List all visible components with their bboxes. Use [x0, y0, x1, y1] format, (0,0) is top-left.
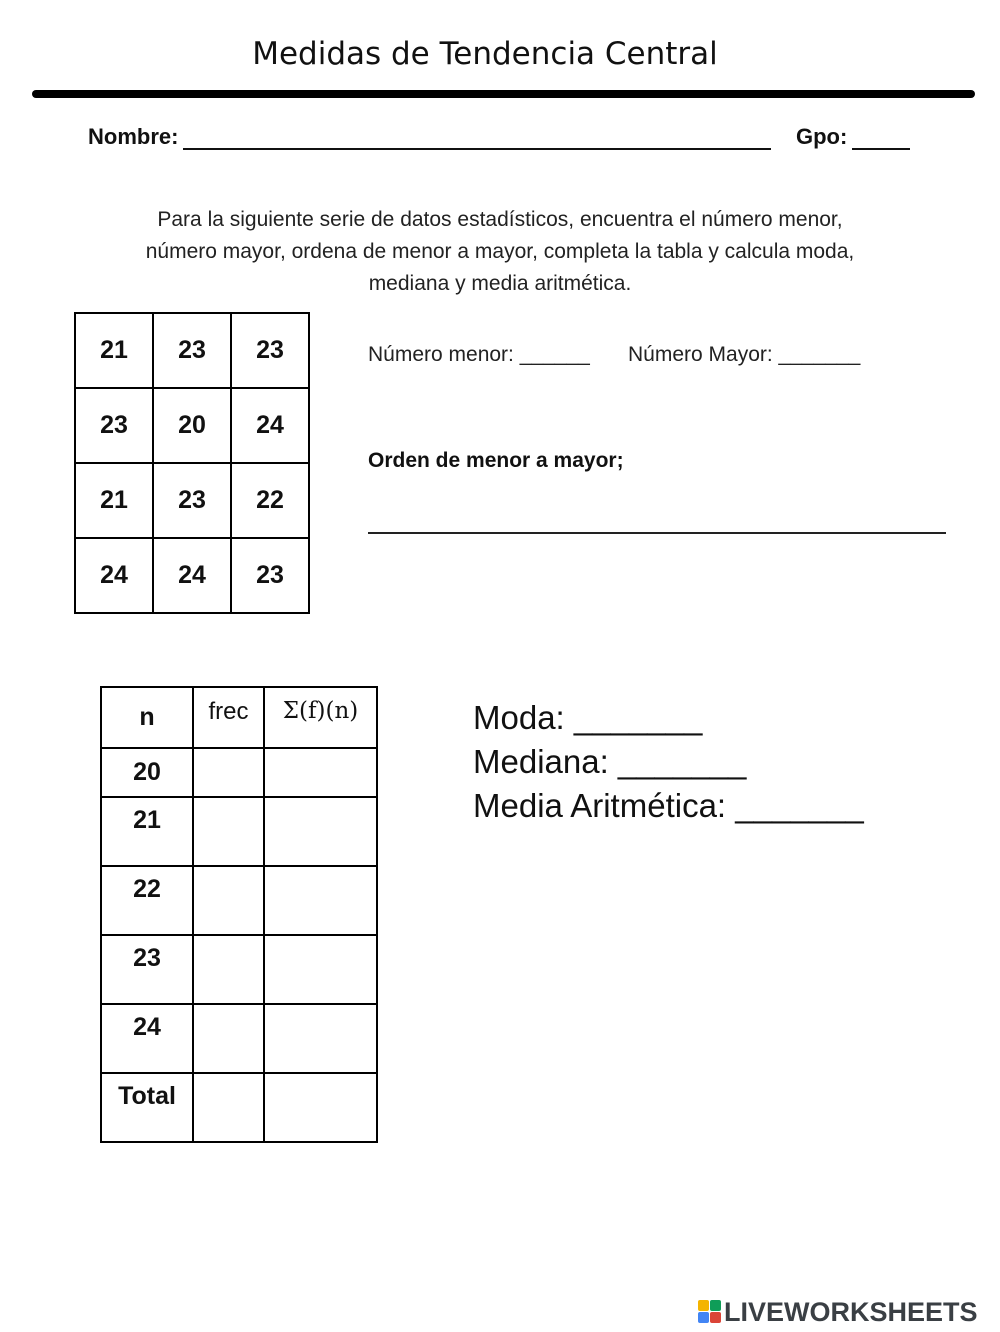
orden-answer-field[interactable] [368, 532, 946, 534]
nombre-field[interactable] [183, 148, 771, 150]
table-row [101, 797, 377, 866]
data-cell: 23 [231, 538, 309, 613]
numero-mayor-field[interactable]: Número Mayor: _______ [628, 343, 861, 366]
media-field[interactable]: Media Aritmética: _______ [473, 787, 864, 824]
product-input[interactable] [264, 866, 377, 935]
table-row [101, 935, 377, 1004]
table-row [101, 866, 377, 935]
numero-menor-field[interactable]: Número menor: ______ [368, 343, 590, 366]
gpo-field[interactable] [852, 148, 910, 150]
mediana-field[interactable]: Mediana: _______ [473, 743, 747, 780]
header-n: n [101, 687, 193, 748]
data-cell: 23 [75, 388, 153, 463]
data-cell: 21 [75, 463, 153, 538]
data-cell: 24 [75, 538, 153, 613]
results-block [473, 696, 864, 828]
row-total-label: Total [101, 1073, 193, 1142]
data-cell: 24 [153, 538, 231, 613]
title-divider [32, 90, 975, 98]
data-cell: 23 [231, 313, 309, 388]
data-row [75, 313, 309, 388]
row-value: 23 [101, 935, 193, 1004]
gpo-label: Gpo: [796, 124, 848, 149]
header-sum: Σ(f)(n) [264, 687, 377, 748]
liveworksheets-logo-icon [698, 1300, 722, 1324]
data-cell: 21 [75, 313, 153, 388]
page-title: Medidas de Tendencia Central [252, 36, 718, 72]
table-row [101, 1004, 377, 1073]
data-row [75, 538, 309, 613]
moda-field[interactable]: Moda: _______ [473, 699, 703, 736]
data-cell: 20 [153, 388, 231, 463]
row-value: 20 [101, 748, 193, 797]
data-cell: 24 [231, 388, 309, 463]
data-row [75, 388, 309, 463]
liveworksheets-brand: LIVEWORKSHEETS [724, 1297, 978, 1327]
row-value: 22 [101, 866, 193, 935]
frec-input[interactable] [193, 1004, 264, 1073]
product-input[interactable] [264, 797, 377, 866]
header-frec: frec [193, 687, 264, 748]
data-cell: 22 [231, 463, 309, 538]
product-total-input[interactable] [264, 1073, 377, 1142]
product-input[interactable] [264, 935, 377, 1004]
frequency-table [100, 686, 378, 1143]
product-input[interactable] [264, 1004, 377, 1073]
frec-input[interactable] [193, 797, 264, 866]
frec-input[interactable] [193, 935, 264, 1004]
data-grid [74, 312, 310, 614]
frec-input[interactable] [193, 748, 264, 797]
orden-label: Orden de menor a mayor; [368, 449, 624, 472]
data-cell: 23 [153, 463, 231, 538]
data-cell: 23 [153, 313, 231, 388]
table-header-row [101, 687, 377, 748]
frec-total-input[interactable] [193, 1073, 264, 1142]
table-row-total [101, 1073, 377, 1142]
row-value: 24 [101, 1004, 193, 1073]
row-value: 21 [101, 797, 193, 866]
product-input[interactable] [264, 748, 377, 797]
frec-input[interactable] [193, 866, 264, 935]
table-row [101, 748, 377, 797]
instructions: Para la siguiente serie de datos estadísticos, encuentra el número menor, número mayor, ordena de menor a mayor, completa la tabla y calcula moda, mediana y media aritmética. [145, 208, 855, 295]
data-row [75, 463, 309, 538]
nombre-label: Nombre: [88, 124, 179, 149]
